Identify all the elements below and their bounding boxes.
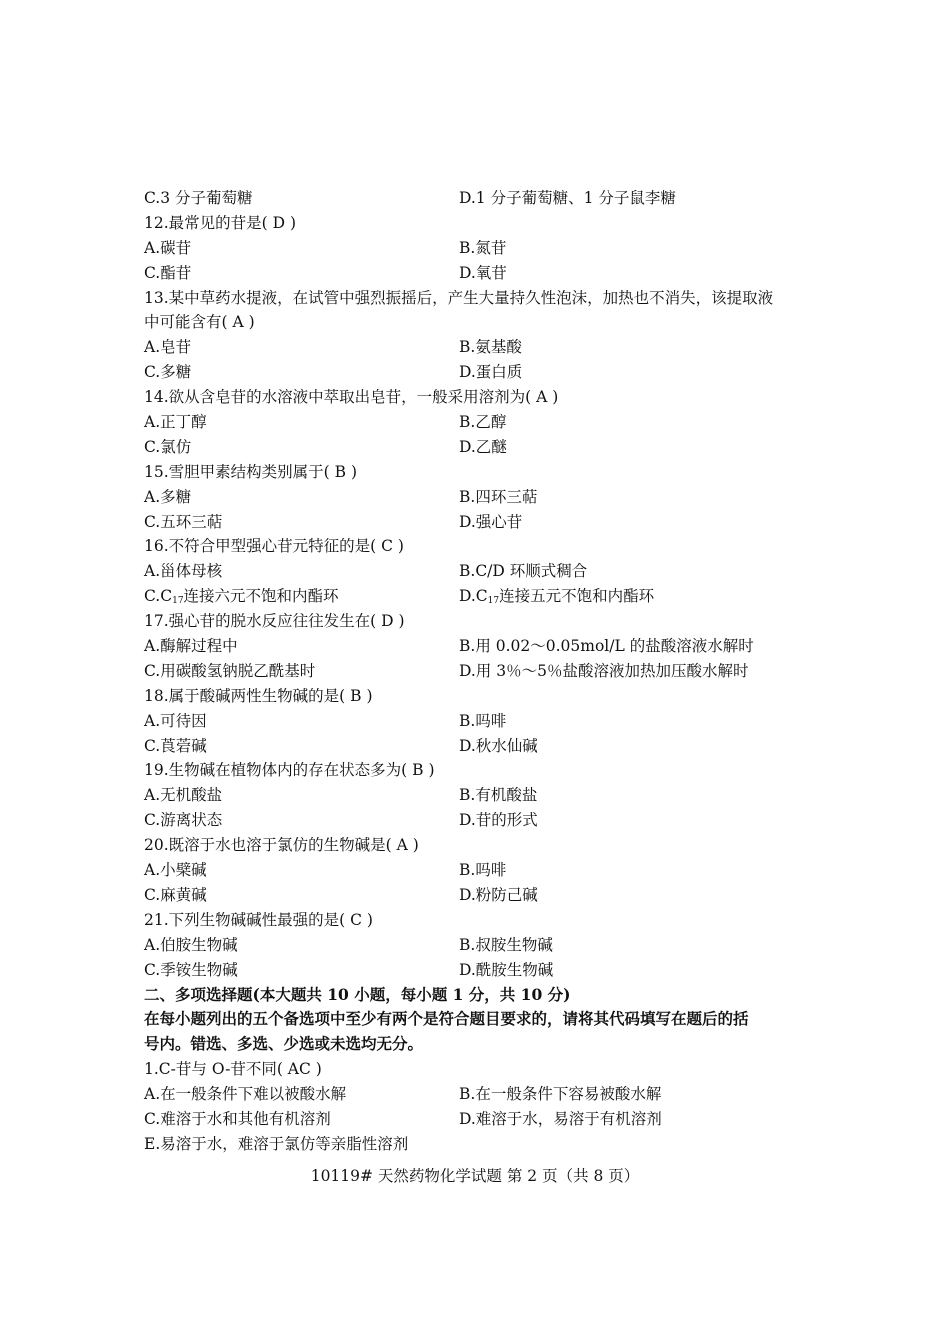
option-row: [144, 709, 824, 734]
option-left: A.可待因: [144, 711, 207, 730]
option-left: C.多糖: [144, 363, 192, 382]
option-left: A.小檗碱: [144, 861, 207, 880]
option-left: C.莨菪碱: [144, 736, 207, 755]
option-left: [144, 584, 339, 609]
question-text: 21.下列生物碱碱性最强的是( C ): [144, 910, 373, 929]
option-left: A.碳苷: [144, 238, 192, 257]
option-right: B.四环三萜: [459, 487, 538, 506]
question-text: 20.既溶于水也溶于氯仿的生物碱是( A ): [144, 836, 419, 855]
option-right: D.氧苷: [459, 263, 507, 282]
option-row: [144, 1107, 824, 1132]
question-text: 15.雪胆甲素结构类别属于( B ): [144, 462, 357, 481]
option-row: [144, 410, 824, 435]
option-row: [144, 335, 824, 360]
option-row: [144, 734, 824, 759]
subscript: 17: [172, 596, 184, 607]
option-right: D.强心苷: [459, 512, 523, 531]
option-left: A.甾体母核: [144, 562, 223, 581]
option-left: A.伯胺生物碱: [144, 935, 238, 954]
option-text: C.C: [144, 587, 173, 606]
section-heading: 二、多项选择题(本大题共 10 小题，每小题 1 分，共 10 分): [144, 984, 571, 1004]
option-row: [144, 808, 824, 833]
option-row: [144, 236, 824, 261]
option-right: B.氮苷: [459, 238, 507, 257]
option-row: [144, 1082, 824, 1107]
subscript: 17: [487, 596, 500, 607]
document-body: [144, 186, 824, 1157]
option-right: D.蛋白质: [459, 363, 523, 382]
option-left: C.用碳酸氢钠脱乙酰基时: [144, 661, 316, 680]
option-row: [144, 435, 824, 460]
question-text: 13.某中草药水提液，在试管中强烈振摇后，产生大量持久性泡沫，加热也不消失，该提取液: [144, 288, 774, 307]
option-left: A.皂苷: [144, 338, 192, 357]
page-footer: 10119# 天然药物化学试题 第 2 页（共 8 页）: [310, 1167, 640, 1185]
option-left: C.氯仿: [144, 437, 192, 456]
option-left: C.3 分子葡萄糖: [144, 189, 253, 207]
option-text: 连接五元不饱和内酯环: [499, 587, 655, 606]
option-left: A.在一般条件下难以被酸水解: [144, 1085, 347, 1104]
option-left: C.难溶于水和其他有机溶剂: [144, 1109, 331, 1128]
option-row: [144, 634, 824, 659]
option-left: C.麻黄碱: [144, 885, 207, 904]
option-left: A.无机酸盐: [144, 786, 223, 805]
option-left: A.多糖: [144, 487, 192, 506]
option-row: [144, 261, 824, 286]
option-text: D.C: [459, 587, 488, 606]
option-left: A.正丁醇: [144, 413, 207, 432]
option-right: B.C/D 环顺式稠合: [459, 562, 588, 581]
option-text: 连接六元不饱和内酯环: [183, 587, 339, 606]
question-text: E.易溶于水，难溶于氯仿等亲脂性溶剂: [144, 1134, 409, 1153]
option-left: A.酶解过程中: [144, 637, 238, 656]
option-row: [144, 933, 824, 958]
option-right: D.1 分子葡萄糖、1 分子鼠李糖: [459, 189, 676, 207]
option-left: C.游离状态: [144, 811, 223, 830]
option-right: D.秋水仙碱: [459, 736, 538, 755]
option-right: D.苷的形式: [459, 811, 538, 830]
option-left: C.五环三萜: [144, 512, 223, 531]
question-text: 中可能含有( A ): [144, 313, 255, 332]
option-row: [144, 958, 824, 983]
option-right: D.用 3％～5％盐酸溶液加热加压酸水解时: [459, 661, 749, 680]
option-row: [144, 360, 824, 385]
question-text: 12.最常见的苷是( D ): [144, 213, 297, 232]
option-row: [144, 584, 824, 609]
option-left: C.酯苷: [144, 263, 192, 282]
option-row: [144, 858, 824, 883]
option-right: B.有机酸盐: [459, 786, 538, 805]
option-row: [144, 883, 824, 908]
option-right: B.吗啡: [459, 861, 507, 880]
question-text: 19.生物碱在植物体内的存在状态多为( B ): [144, 761, 435, 780]
option-row: [144, 186, 824, 211]
option-right: B.吗啡: [459, 711, 507, 730]
option-right: B.在一般条件下容易被酸水解: [459, 1085, 662, 1104]
option-right: B.用 0.02～0.05mol/L 的盐酸溶液水解时: [459, 637, 754, 656]
question-text: 14.欲从含皂苷的水溶液中萃取出皂苷，一般采用溶剂为( A ): [144, 388, 559, 407]
option-right: [459, 584, 654, 609]
option-row: [144, 783, 824, 808]
section-heading: 在每小题列出的五个备选项中至少有两个是符合题目要求的，请将其代码填写在题后的括: [144, 1009, 749, 1029]
option-right: B.叔胺生物碱: [459, 935, 553, 954]
option-right: D.粉防己碱: [459, 885, 538, 904]
option-right: D.酰胺生物碱: [459, 960, 554, 979]
question-text: 17.强心苷的脱水反应往往发生在( D ): [144, 612, 405, 631]
option-right: D.难溶于水，易溶于有机溶剂: [459, 1109, 662, 1128]
option-right: B.乙醇: [459, 413, 507, 432]
question-text: 18.属于酸碱两性生物碱的是( B ): [144, 686, 373, 705]
option-left: C.季铵生物碱: [144, 960, 238, 979]
question-text: 1.C-苷与 O-苷不同( AC ): [144, 1060, 322, 1079]
option-row: [144, 659, 824, 684]
option-row: [144, 485, 824, 510]
option-row: [144, 510, 824, 535]
option-right: B.氨基酸: [459, 338, 522, 357]
option-row: [144, 559, 824, 584]
section-heading: 号内。错选、多选、少选或未选均无分。: [144, 1034, 424, 1054]
option-right: D.乙醚: [459, 437, 507, 456]
question-text: 16.不符合甲型强心苷元特征的是( C ): [144, 537, 404, 556]
